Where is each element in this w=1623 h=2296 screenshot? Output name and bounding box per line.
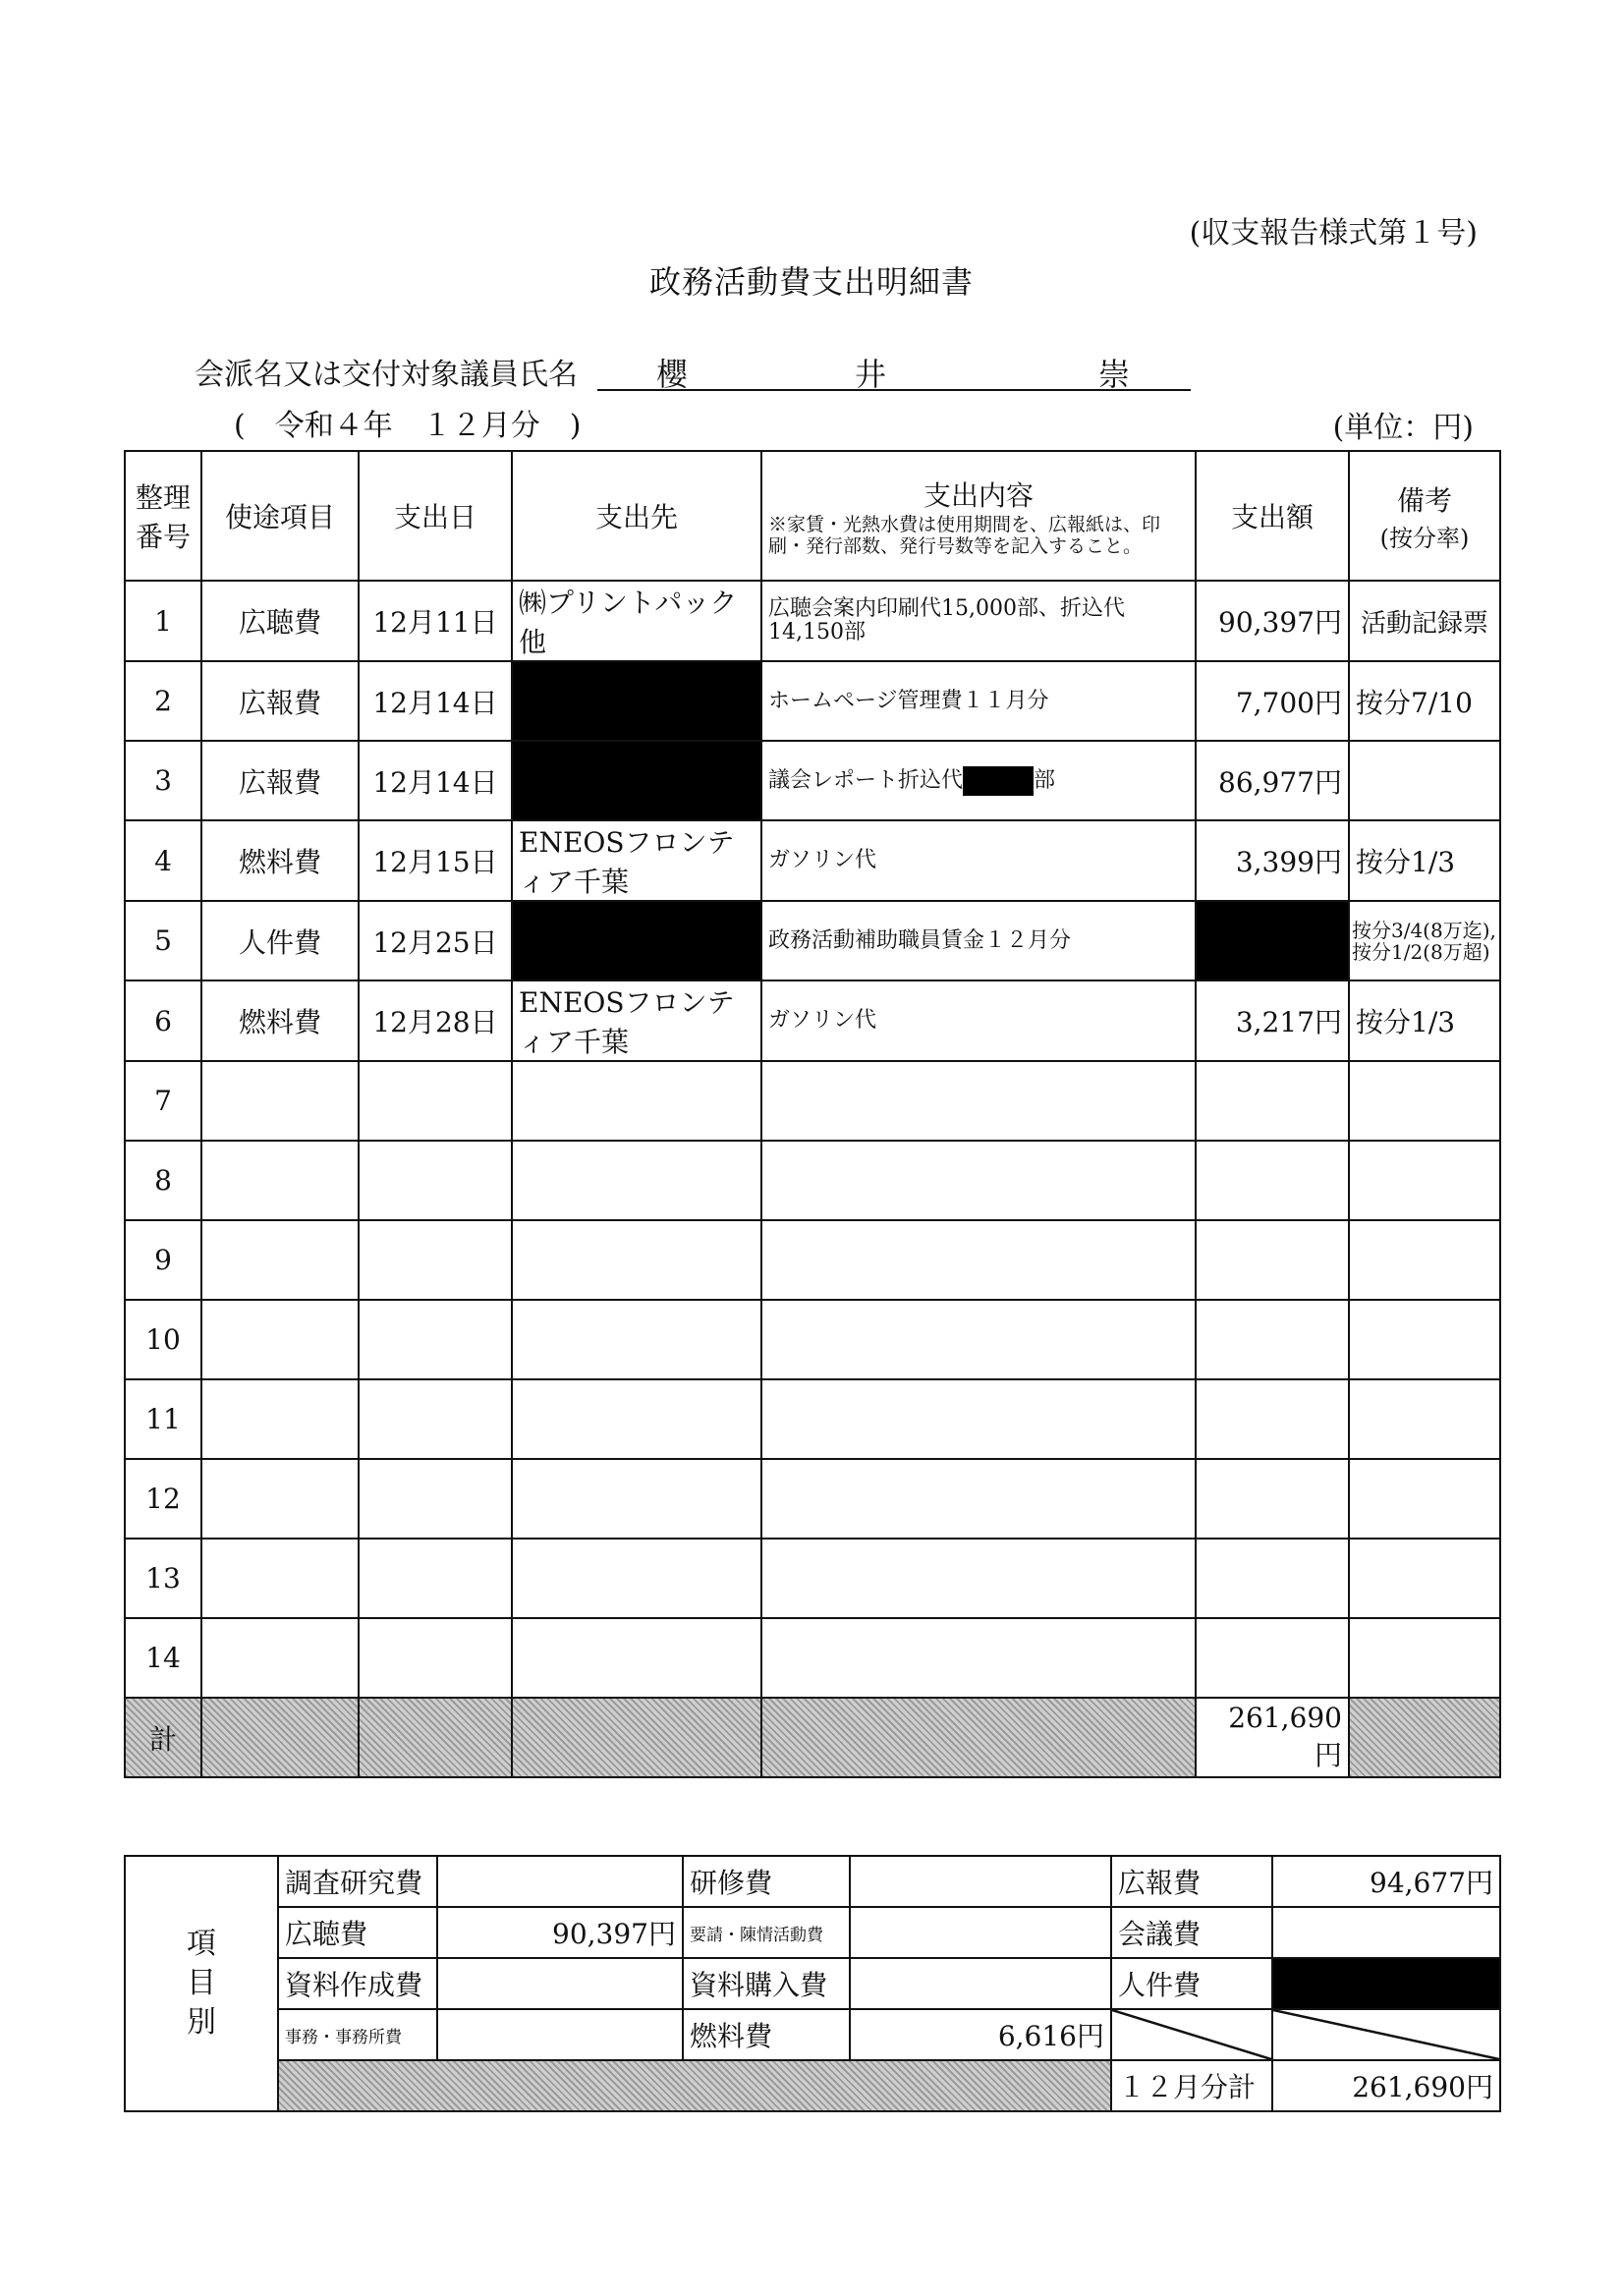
row-date: 12月14日 — [359, 661, 512, 741]
row-amount: 90,397円 — [1196, 581, 1349, 661]
row-no: 7 — [125, 1061, 201, 1141]
table-row — [125, 661, 1500, 741]
label-shiryou-kounyu: 資料購入費 — [683, 1958, 850, 2009]
row-payee: ENEOSフロンティア千葉 — [512, 980, 761, 1061]
header-remarks-title: 備考 — [1396, 483, 1452, 517]
header-amount: 支出額 — [1196, 451, 1349, 581]
label-chousa: 調査研究費 — [278, 1856, 437, 1907]
diagonal-cell — [1272, 2009, 1500, 2060]
row-category: 燃料費 — [201, 980, 359, 1061]
member-name-char-2: 井 — [855, 356, 887, 393]
row-amount: 7,700円 — [1196, 661, 1349, 741]
value-jinken-redacted — [1272, 1958, 1500, 2009]
row-remarks: 活動記録票 — [1349, 581, 1500, 661]
header-content-note: ※家賃・光熱水費は使用期間を、広報紙は、印刷・発行部数、発行号数等を記入すること。 — [768, 514, 1161, 557]
member-name — [597, 350, 1191, 391]
label-jimu: 事務・事務所費 — [278, 2009, 437, 2060]
row-content: ガソリン代 — [761, 980, 1196, 1061]
row-no: 8 — [125, 1141, 201, 1220]
header-no: 整理番号 — [125, 451, 201, 581]
row-remarks: 按分7/10 — [1349, 661, 1500, 741]
header-content — [761, 451, 1196, 581]
header-content-title: 支出内容 — [923, 479, 1034, 512]
row-no: 13 — [125, 1539, 201, 1618]
header-date: 支出日 — [359, 451, 512, 581]
header-remarks — [1349, 451, 1500, 581]
summary-table — [124, 1855, 1501, 2112]
row-payee: ㈱プリントパック他 — [512, 581, 761, 661]
label-kouchou: 広聴費 — [278, 1907, 437, 1958]
label-kaigi: 会議費 — [1111, 1907, 1272, 1958]
row-no: 2 — [125, 661, 201, 741]
row-category: 広報費 — [201, 661, 359, 741]
table-row-empty — [125, 1618, 1500, 1698]
table-row — [125, 741, 1500, 820]
total-amount: 261,690円 — [1196, 1698, 1349, 1777]
row-category: 人件費 — [201, 901, 359, 980]
row-no: 12 — [125, 1459, 201, 1539]
shaded-area — [278, 2060, 1111, 2111]
table-row — [125, 581, 1500, 661]
row-content-after: 部 — [1034, 767, 1056, 793]
row-payee-redacted — [512, 741, 761, 820]
row-amount: 86,977円 — [1196, 741, 1349, 820]
row-category: 広報費 — [201, 741, 359, 820]
table-row — [125, 980, 1500, 1061]
row-no: 3 — [125, 741, 201, 820]
label-shiryou-sakusei: 資料作成費 — [278, 1958, 437, 2009]
row-remarks: 按分3/4(8万迄),按分1/2(8万超) — [1349, 901, 1500, 980]
document-title: 政務活動費支出明細書 — [648, 263, 974, 301]
row-remarks: 按分1/3 — [1349, 980, 1500, 1061]
row-category: 燃料費 — [201, 820, 359, 901]
label-kenshu: 研修費 — [683, 1856, 850, 1907]
row-date: 12月11日 — [359, 581, 512, 661]
row-date: 12月15日 — [359, 820, 512, 901]
form-number: (収支報告様式第１号) — [1189, 216, 1478, 251]
content-redaction — [963, 766, 1034, 796]
row-amount: 3,399円 — [1196, 820, 1349, 901]
table-row-empty — [125, 1141, 1500, 1220]
row-amount: 3,217円 — [1196, 980, 1349, 1061]
table-row-empty — [125, 1379, 1500, 1459]
table-row-empty — [125, 1061, 1500, 1141]
table-row-empty — [125, 1459, 1500, 1539]
total-row — [125, 1698, 1500, 1777]
row-date: 12月25日 — [359, 901, 512, 980]
row-no: 1 — [125, 581, 201, 661]
row-remarks — [1349, 741, 1500, 820]
row-content: 政務活動補助職員賃金１２月分 — [761, 901, 1196, 980]
row-date: 12月14日 — [359, 741, 512, 820]
label-month-total: １２月分計 — [1111, 2060, 1272, 2111]
row-content: ホームページ管理費１１月分 — [761, 661, 1196, 741]
table-row-empty — [125, 1539, 1500, 1618]
value-month-total: 261,690円 — [1272, 2060, 1500, 2111]
row-no: 5 — [125, 901, 201, 980]
diagonal-cell — [1111, 2009, 1272, 2060]
row-remarks: 按分1/3 — [1349, 820, 1500, 901]
row-category: 広聴費 — [201, 581, 359, 661]
member-label: 会派名又は交付対象議員氏名 — [195, 358, 578, 392]
header-payee: 支出先 — [512, 451, 761, 581]
header-remarks-sub: (按分率) — [1379, 524, 1470, 552]
row-no: 10 — [125, 1300, 201, 1379]
value-kouchou: 90,397円 — [437, 1907, 683, 1958]
row-no: 4 — [125, 820, 201, 901]
row-no: 14 — [125, 1618, 201, 1698]
value-kouhou: 94,677円 — [1272, 1856, 1500, 1907]
row-payee-redacted — [512, 661, 761, 741]
label-nenryou: 燃料費 — [683, 2009, 850, 2060]
row-content — [761, 741, 1196, 820]
header-category: 使途項目 — [201, 451, 359, 581]
period: ( 令和４年 １２月分 ) — [234, 409, 582, 443]
unit-label: (単位：円) — [1332, 411, 1474, 445]
table-row — [125, 901, 1500, 980]
label-kouhou: 広報費 — [1111, 1856, 1272, 1907]
table-row-empty — [125, 1300, 1500, 1379]
row-amount-redacted — [1196, 901, 1349, 980]
label-yousei: 要請・陳情活動費 — [683, 1907, 850, 1958]
member-name-char-3: 崇 — [1098, 356, 1131, 393]
value-nenryou: 6,616円 — [850, 2009, 1111, 2060]
expense-table — [124, 450, 1501, 1778]
row-content: 広聴会案内印刷代15,000部、折込代14,150部 — [761, 581, 1196, 661]
table-header-row — [125, 451, 1500, 581]
summary-side-label: 項 目 別 — [125, 1856, 278, 2111]
table-row — [125, 820, 1500, 901]
row-content: ガソリン代 — [761, 820, 1196, 901]
total-label: 計 — [125, 1698, 201, 1777]
member-name-char-1: 櫻 — [656, 356, 689, 393]
row-no: 11 — [125, 1379, 201, 1459]
row-content-before: 議会レポート折込代 — [768, 767, 964, 793]
row-no: 9 — [125, 1220, 201, 1300]
label-jinken: 人件費 — [1111, 1958, 1272, 2009]
row-payee: ENEOSフロンティア千葉 — [512, 820, 761, 901]
row-payee-redacted — [512, 901, 761, 980]
row-no: 6 — [125, 980, 201, 1061]
table-row-empty — [125, 1220, 1500, 1300]
row-date: 12月28日 — [359, 980, 512, 1061]
